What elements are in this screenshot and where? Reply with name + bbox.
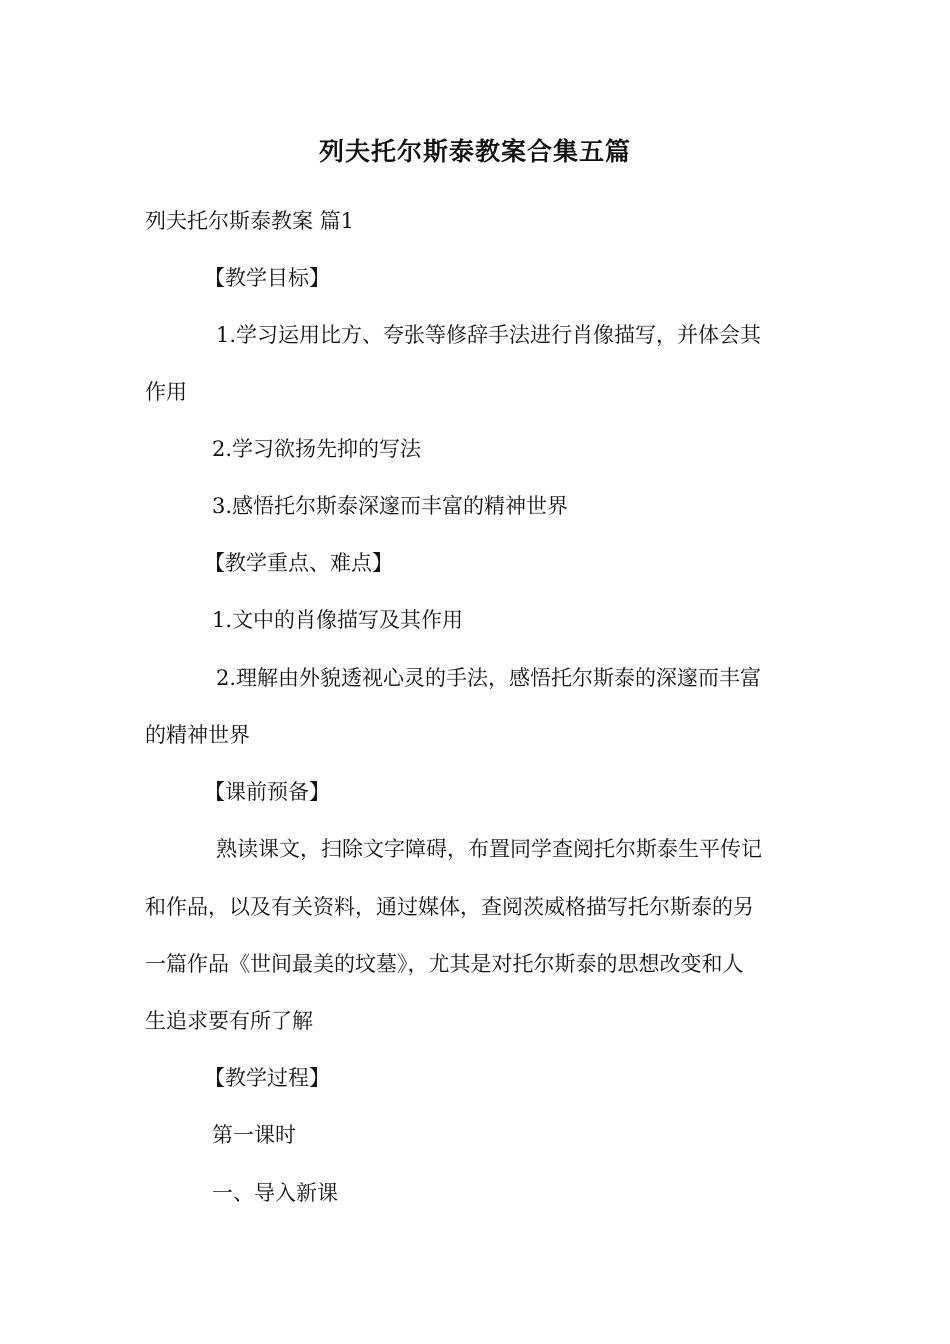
paragraph-line: 生追求要有所了解 bbox=[145, 1009, 313, 1033]
section-heading: 列夫托尔斯泰教案 篇1 bbox=[145, 209, 355, 233]
paragraph-line: 第一课时 bbox=[212, 1123, 296, 1147]
subheading-teaching-process: 【教学过程】 bbox=[204, 1066, 330, 1090]
paragraph-line: 3.感悟托尔斯泰深邃而丰富的精神世界 bbox=[212, 494, 569, 518]
paragraph-line: 熟读课文，扫除文字障碍，布置同学查阅托尔斯泰生平传记 bbox=[216, 837, 762, 861]
paragraph-line: 的精神世界 bbox=[145, 723, 250, 747]
paragraph-line: 一、导入新课 bbox=[212, 1181, 338, 1205]
subheading-preparation: 【课前预备】 bbox=[204, 780, 330, 804]
paragraph-line: 2.理解由外貌透视心灵的手法，感悟托尔斯泰的深邃而丰富 bbox=[216, 666, 762, 690]
document-title: 列夫托尔斯泰教案合集五篇 bbox=[318, 137, 631, 166]
paragraph-line: 一篇作品《世间最美的坟墓》，尤其是对托尔斯泰的思想改变和人 bbox=[145, 952, 744, 976]
subheading-key-points: 【教学重点、难点】 bbox=[204, 551, 393, 575]
paragraph-line: 和作品，以及有关资料，通过媒体，查阅茨威格描写托尔斯泰的另 bbox=[145, 895, 754, 919]
paragraph-line: 1.学习运用比方、夸张等修辞手法进行肖像描写，并体会其 bbox=[216, 323, 762, 347]
subheading-teaching-goals: 【教学目标】 bbox=[204, 266, 330, 290]
paragraph-line: 1.文中的肖像描写及其作用 bbox=[212, 608, 464, 632]
paragraph-line: 2.学习欲扬先抑的写法 bbox=[212, 437, 422, 461]
paragraph-line: 作用 bbox=[145, 380, 187, 404]
